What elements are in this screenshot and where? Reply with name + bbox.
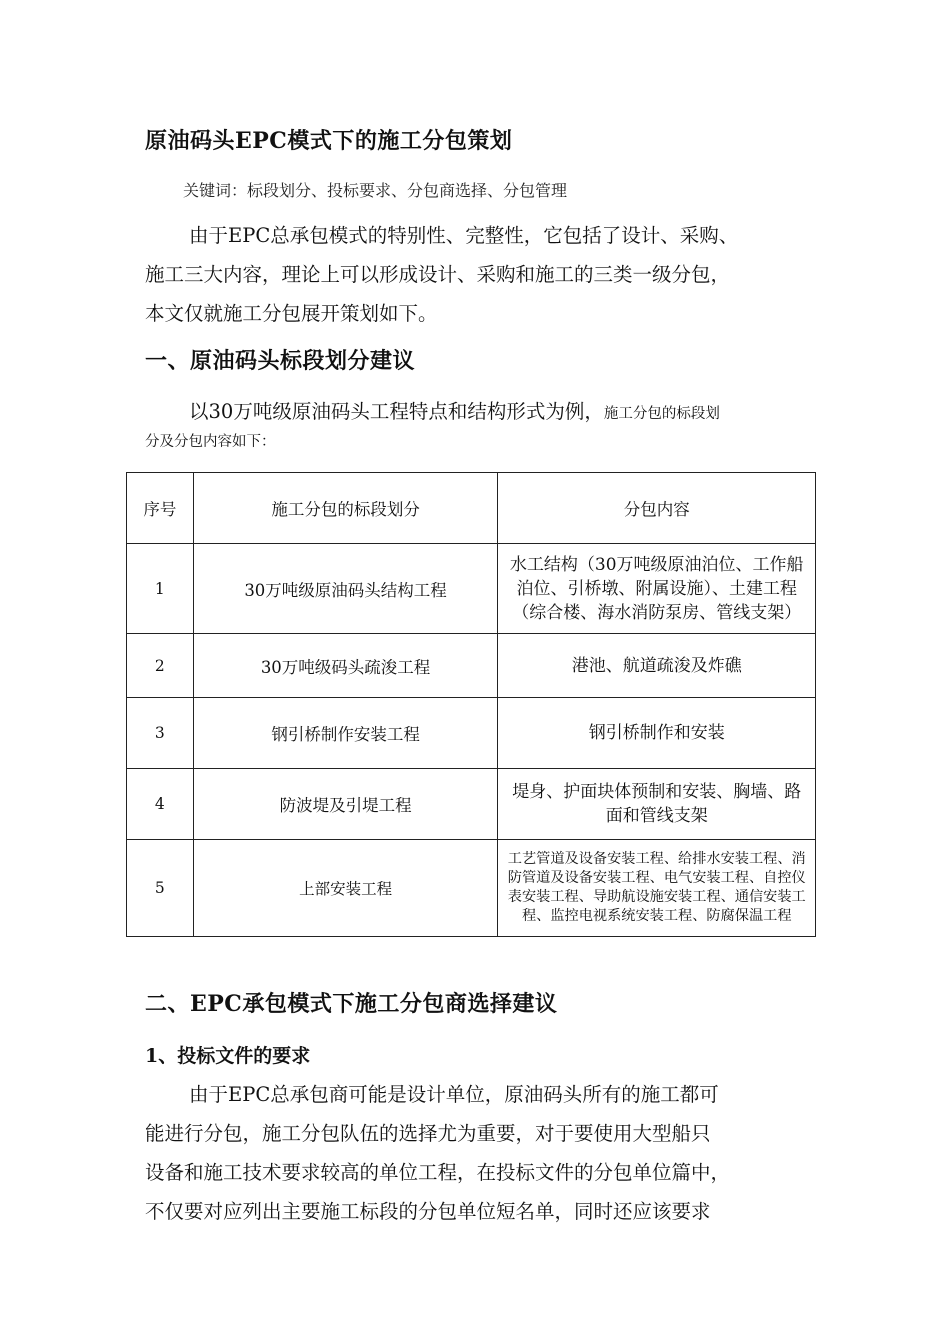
section-heading-2: 二、EPC承包模式下施工分包商选择建议 (145, 991, 558, 1017)
section1-intro-line (145, 396, 835, 424)
table-cell-no: 4 (127, 769, 194, 840)
section1-text-small: 施工分包的标段划 (603, 406, 720, 422)
table-cell-section: 上部安装工程 (193, 840, 498, 937)
table-row (127, 840, 816, 937)
section2-line: 由于EPC总承包商可能是设计单位，原油码头所有的施工都可 (189, 1083, 719, 1106)
table-cell-content: 水工结构（30万吨级原油泊位、工作船泊位、引桥墩、附属设施）、土建工程（综合楼、海水消防泵房、管线支架） (498, 544, 816, 634)
table-cell-content: 港池、航道疏浚及炸礁 (498, 634, 816, 698)
table-header-cell: 施工分包的标段划分 (193, 473, 498, 544)
section1-text-large: 以30万吨级原油码头工程特点和结构形式为例， (189, 400, 604, 423)
section-table (126, 472, 816, 937)
intro-line: 施工三大内容，理论上可以形成设计、采购和施工的三类一级分包， (145, 263, 731, 286)
table-cell-no: 2 (127, 634, 194, 698)
section-heading-1: 一、原油码头标段划分建议 (145, 348, 416, 374)
table-header-row (127, 473, 816, 544)
table-cell-section: 防波堤及引堤工程 (193, 769, 498, 840)
table-cell-no: 3 (127, 698, 194, 769)
intro-line: 由于EPC总承包模式的特别性、完整性，它包括了设计、采购、 (189, 224, 739, 247)
table-row (127, 634, 816, 698)
table-cell-no: 1 (127, 544, 194, 634)
table-row (127, 769, 816, 840)
section1-intro-line2: 分及分包内容如下： (145, 434, 276, 450)
table-cell-no: 5 (127, 840, 194, 937)
intro-line: 本文仅就施工分包展开策划如下。 (145, 302, 438, 325)
table-row (127, 698, 816, 769)
subsection-heading-1: 1、投标文件的要求 (145, 1045, 311, 1067)
table-cell-section: 30万吨级原油码头结构工程 (193, 544, 498, 634)
keywords-line: 关键词：标段划分、投标要求、分包商选择、分包管理 (183, 181, 568, 200)
document-title: 原油码头EPC模式下的施工分包策划 (145, 128, 513, 154)
table-cell-content: 钢引桥制作和安装 (498, 698, 816, 769)
table-header-cell: 分包内容 (498, 473, 816, 544)
table-cell-content: 堤身、护面块体预制和安装、胸墙、路面和管线支架 (498, 769, 816, 840)
section2-paragraph (145, 1075, 835, 1231)
section2-line: 设备和施工技术要求较高的单位工程，在投标文件的分包单位篇中， (145, 1161, 731, 1184)
section2-line: 不仅要对应列出主要施工标段的分包单位短名单，同时还应该要求 (145, 1200, 711, 1223)
intro-paragraph (145, 216, 835, 333)
table-row (127, 544, 816, 634)
section1-intro (145, 396, 835, 451)
table-cell-section: 30万吨级码头疏浚工程 (193, 634, 498, 698)
table-cell-content: 工艺管道及设备安装工程、给排水安装工程、消防管道及设备安装工程、电气安装工程、自控仪表安装工程、导助航设施安装工程、通信安装工程、监控电视系统安装工程、防腐保温工程 (498, 840, 816, 937)
table-cell-section: 钢引桥制作安装工程 (193, 698, 498, 769)
table-header-cell: 序号 (127, 473, 194, 544)
section2-line: 能进行分包，施工分包队伍的选择尤为重要，对于要使用大型船只 (145, 1122, 711, 1145)
